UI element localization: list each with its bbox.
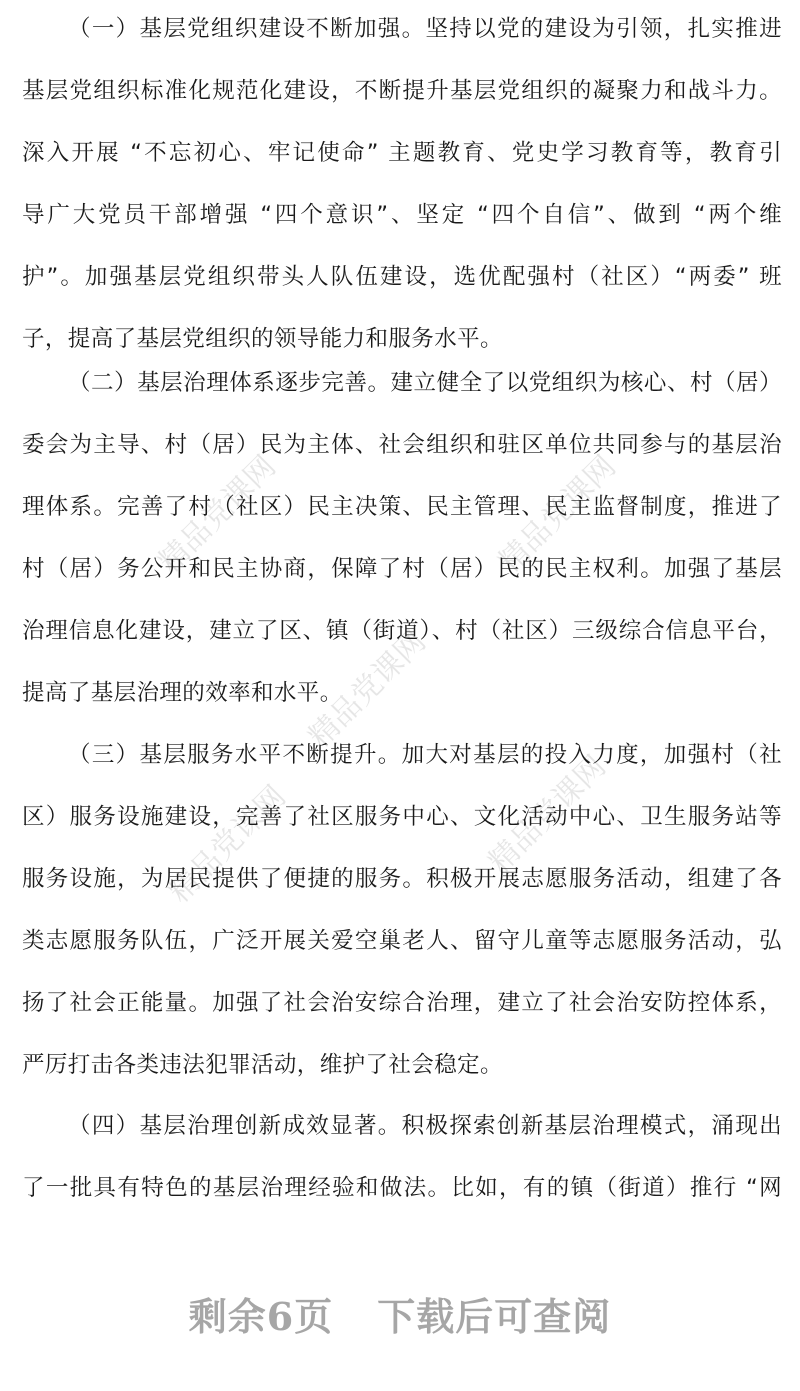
- text-line: 扬了社会正能量。加强了社会治安综合治理，建立了社会治安防控体系，: [22, 990, 782, 1016]
- text-line: 村（居）务公开和民主协商，保障了村（居）民的民主权利。加强了基层: [22, 556, 782, 582]
- text-line: （三）基层服务水平不断提升。加大对基层的投入力度，加强村（社: [68, 742, 782, 768]
- text-line: 子，提高了基层党组织的领导能力和服务水平。: [22, 326, 503, 352]
- text-line: 类志愿服务队伍，广泛开展关爱空巢老人、留守儿童等志愿服务活动，弘: [22, 928, 782, 954]
- text-line: 委会为主导、村（居）民为主体、社会组织和驻区单位共同参与的基层治: [22, 432, 782, 458]
- text-line: （一）基层党组织建设不断加强。坚持以党的建设为引领，扎实推进: [68, 16, 782, 42]
- download-prompt[interactable]: [0, 1286, 800, 1341]
- text-line: 服务设施，为居民提供了便捷的服务。积极开展志愿服务活动，组建了各: [22, 866, 782, 892]
- text-line: 治理信息化建设，建立了区、镇（街道）、村（社区）三级综合信息平台，: [22, 618, 782, 644]
- remaining-pages-label: 剩余6页: [188, 1294, 334, 1339]
- watermark: 精品党课网: [492, 449, 623, 580]
- paragraph-3: [22, 724, 782, 1096]
- text-line: 深入开展 “不忘初心、牢记使命” 主题教育、党史学习教育等，教育引: [22, 140, 782, 166]
- watermark: 精品党课网: [482, 749, 613, 880]
- watermark: 精品党课网: [302, 624, 433, 755]
- text-line: 提高了基层治理的效率和水平。: [22, 680, 343, 706]
- text-line: （二）基层治理体系逐步完善。建立健全了以党组织为核心、村（居）: [68, 370, 782, 396]
- text-line: 了一批具有特色的基层治理经验和做法。比如，有的镇（街道）推行 “网: [22, 1175, 782, 1201]
- text-line: 严厉打击各类违法犯罪活动，维护了社会稳定。: [22, 1052, 503, 1078]
- download-to-view-label: 下载后可查阅: [377, 1294, 612, 1339]
- text-line: （四）基层治理创新成效显著。积极探索创新基层治理模式，涌现出: [68, 1113, 782, 1139]
- paragraph-2: [22, 352, 782, 724]
- watermark: 精品党课网: [152, 449, 283, 580]
- text-line: 基层党组织标准化规范化建设，不断提升基层党组织的凝聚力和战斗力。: [22, 78, 782, 104]
- paragraph-1: [22, 0, 782, 370]
- watermark: 精品党课网: [162, 779, 293, 910]
- paragraph-4: [22, 1095, 782, 1219]
- text-line: 理体系。完善了村（社区）民主决策、民主管理、民主监督制度，推进了: [22, 494, 782, 520]
- text-line: 护”。加强基层党组织带头人队伍建设，选优配强村（社区）“两委” 班: [22, 264, 782, 290]
- text-line: 区）服务设施建设，完善了社区服务中心、文化活动中心、卫生服务站等: [22, 804, 782, 830]
- text-line: 导广大党员干部增强 “四个意识”、坚定 “四个自信”、做到 “两个维: [22, 202, 782, 228]
